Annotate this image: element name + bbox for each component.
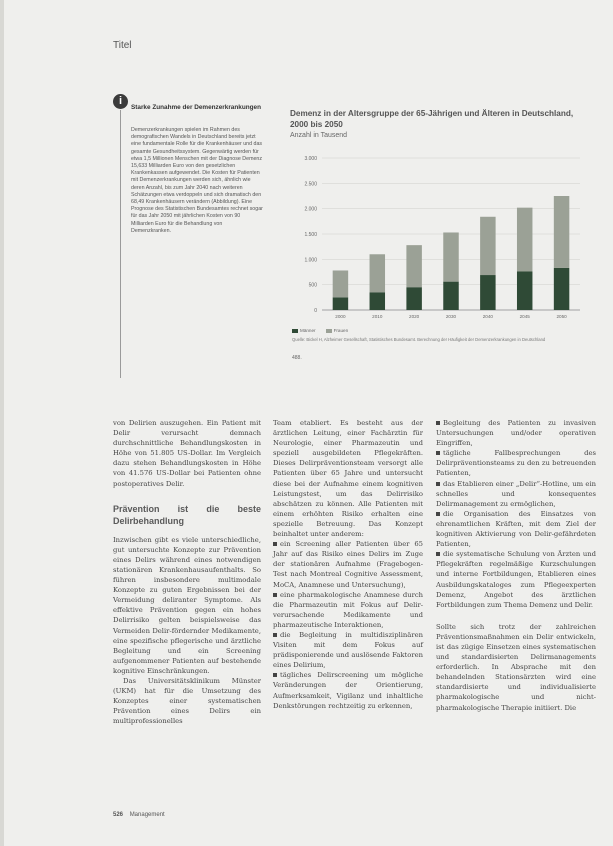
bullet-item: das Etablieren einer „Delir“-Hotline, um ein schnelles und konsequentes Delirmanagement zu ermöglichen, <box>436 479 596 508</box>
bullet-icon <box>436 482 440 486</box>
bar-segment <box>517 208 532 272</box>
bar-segment <box>370 292 385 310</box>
x-tick-label: 2050 <box>556 314 567 319</box>
bar-segment <box>406 287 421 310</box>
y-tick-label: 500 <box>308 282 317 289</box>
bullet-item: Begleitung des Patienten zu invasiven Untersuchungen und/oder operativen Eingriffen, <box>436 419 596 448</box>
bullet-item: die Begleitung in multidisziplinären Visiten mit dem Fokus auf prädisponierende und auslösende Faktoren eines Delirium, <box>273 630 423 670</box>
y-tick-label: 2.500 <box>304 181 317 188</box>
bar-chart <box>290 150 590 325</box>
bar-segment <box>554 196 569 268</box>
paragraph: Inzwischen gibt es viele unterschiedliche, gut untersuchte Konzepte zur Prävention eines Delirs während eines notwendigen stationären Krankenhausaufenthalts. So führen insbesondere multimodale Konzepte zu guten Ergebnissen bei der Vermeidung deliranter Symptome. Als effektive Prävention gegen ein hohes Delirrisiko gelten beispielsweise das Vermeiden Delir-fördernder Medikamente, eine spezifische pflegerische und ärztliche Begleitung und ein Screening aufgenommener Patienten auf bestehende kognitive Einschränkungen. <box>113 535 261 675</box>
y-tick-label: 1.000 <box>304 257 317 264</box>
text-column-2 <box>273 418 423 711</box>
bar-segment <box>517 271 532 310</box>
legend-item-frauen <box>326 328 349 333</box>
journal-name: Management <box>129 812 165 818</box>
bullet-icon <box>273 542 277 546</box>
bar-segment <box>333 297 348 310</box>
chart-source: Quelle: Bickel H, Alzheimer Gesellschaft, Statistisches Bundesamt. Berechnung der Häufigkeit der Demenzerkrankungen in Deutschland <box>292 337 546 342</box>
section-heading: Prävention ist die beste Delirbehandlung <box>113 503 261 526</box>
y-tick-label: 1.500 <box>304 232 317 238</box>
bullet-item: tägliche Fallbesprechungen des Delirpräventionsteams zu den zu betreuenden Patienten, <box>436 449 596 478</box>
bullet-item: die Organisation des Einsatzes von ehrenamtlichen Kräften, mit dem Ziel der kognitiven Aktivierung von Delir-gefährdeten Patienten, <box>436 509 596 549</box>
bullet-item: ein Screening aller Patienten über 65 Jahr auf das Risiko eines Delirs im Zuge der stationären Aufnahme (Fragebogen-Test nach Montreal Cognitive Assessment, MoCA, Anamnese und Untersuchung), <box>273 540 423 589</box>
chart-legend <box>292 328 348 333</box>
y-tick-label: 3.000 <box>304 156 317 162</box>
paragraph: Das Universitätsklinikum Münster (UKM) hat für die Umsetzung des Konzeptes einer systematischen Prävention eines Delirs ein multiprofessionelles <box>113 676 261 726</box>
bullet-item: eine pharmakologische Anamnese durch die Pharmazeutin mit Fokus auf Delir-verursachende Medikamente und pharmazeutische Interaktionen, <box>273 590 423 629</box>
info-box-rule <box>120 110 121 378</box>
x-tick-label: 2020 <box>409 314 420 319</box>
info-icon: i <box>113 94 128 109</box>
info-box-body: Demenzerkrankungen spielen im Rahmen des demografischen Wandels in Deutschland bereits jetzt eine fundamentale Rolle für die Krankenhäuser und das gesamte Gesundheitssystem. Gegenwärtig werden für etwa 1,5 Millionen Menschen mit der Diagnose Demenz 15,633 Milliarden Euro von den gesetzlichen Krankenkassen aufgewendet. Die Kosten für Patienten mit Demenzerkrankungen werden sich, ähnlich wie deren Anzahl, bis zum Jahr 2040 nach weiteren Schätzungen etwa verdoppeln und sich dramatisch den 68,49 Krankenhäusern verändern (Abbildung). Eine Prognose des Statistischen Bundesamtes rechnet sogar für das Jahr 2050 mit jährlichen Kosten von 90 Milliarden Euro für die Behandlung von Demenzkranken. <box>131 127 263 234</box>
bar-segment <box>480 217 495 275</box>
x-tick-label: 2000 <box>335 314 346 319</box>
bar-segment <box>554 268 569 310</box>
bullet-icon <box>436 421 440 425</box>
legend-item-maenner <box>292 328 316 333</box>
paragraph: Sollte sich trotz der zahlreichen Präventionsmaßnahmen ein Delir entwickeln, ist das zügige Einsetzen eines systematischen und standardisierten Delirmanagements erforderlich. In Absprache mit den behandelnden Stationsärzten wird eine standardisierte und individualisierte pharmakologische und nicht-pharmakologische Therapie initiiert. Die <box>436 622 596 712</box>
bullet-item: tägliches Delirscreening um mögliche Veränderungen der Orientierung, Aufmerksamkeit, Vigilanz und inhaltliche Denkstörungen rechtzeitig zu erkennen, <box>273 671 423 710</box>
bar-segment <box>480 275 495 310</box>
text-column-1 <box>113 418 261 726</box>
bar-segment <box>443 282 458 310</box>
legend-label: Männer <box>300 328 316 333</box>
bullet-icon <box>273 633 277 637</box>
chart-title: Demenz in der Altersgruppe der 65-Jährigen und Älteren in Deutschland, 2000 bis 2050 <box>290 109 574 129</box>
bullet-icon <box>273 673 277 677</box>
y-tick-label: 0 <box>314 308 317 314</box>
page-number: 526 <box>113 812 124 818</box>
bullet-icon <box>436 451 440 455</box>
bullet-icon <box>436 512 440 516</box>
x-tick-label: 2040 <box>482 314 493 319</box>
bar-segment <box>406 245 421 287</box>
bar-segment <box>443 232 458 281</box>
page-footer <box>113 812 165 818</box>
spacer <box>436 610 596 622</box>
running-header: Titel <box>113 40 132 51</box>
legend-label: Frauen <box>333 328 349 333</box>
bullet-icon <box>273 593 277 597</box>
paragraph: Team etabliert. Es besteht aus der ärztlichen Leitung, einer Fachärztin für Neurologie, einer Pharmazeutin und speziell ausgebildeten Pflegekräften. Dieses Delirpräventionsteam versorgt alle Patienten über 65 Jahre und untersucht diese bei der Aufnahme einem kognitiven Leistungstest, um das Delirrisiko abschätzen zu können. Alle Patienten mit einem erhöhten Risiko erhalten eine spezielle Betreuung. Das Konzept beinhaltet unter anderem: <box>273 419 423 539</box>
paragraph: von Delirien auszugehen. Ein Patient mit Delir verursacht demnach durchschnittliche Behandlungskosten in Höhe von 51.805 US-Dollar. Im Vergleich dazu stehen Behandlungskosten in Höhe von 41.576 US-Dollar bei Patienten ohne postoperatives Delir. <box>113 419 261 488</box>
x-tick-label: 2010 <box>372 314 383 319</box>
page-edge <box>0 0 4 846</box>
bullet-icon <box>436 552 440 556</box>
info-box-heading: Starke Zunahme der Demenzerkrankungen <box>131 104 261 111</box>
figure-number: 488. <box>292 355 302 361</box>
bar-segment <box>370 254 385 292</box>
chart-subtitle: Anzahl in Tausend <box>290 132 348 139</box>
y-tick-label: 2.000 <box>304 206 317 213</box>
bar-segment <box>333 270 348 297</box>
text-column-3 <box>436 418 596 713</box>
legend-swatch <box>292 329 298 333</box>
x-tick-label: 2045 <box>519 314 530 319</box>
bullet-item: die systematische Schulung von Ärzten und Pflegekräften regelmäßige Kurzschulungen und interne Fortbildungen, Etablieren eines Ausbildungskataloges zum Pflegeexperten Demenz, Angebot des ärztlichen Fortbildungen zum Thema Demenz und Delir. <box>436 550 596 609</box>
legend-swatch <box>326 329 332 333</box>
x-tick-label: 2030 <box>445 314 457 319</box>
